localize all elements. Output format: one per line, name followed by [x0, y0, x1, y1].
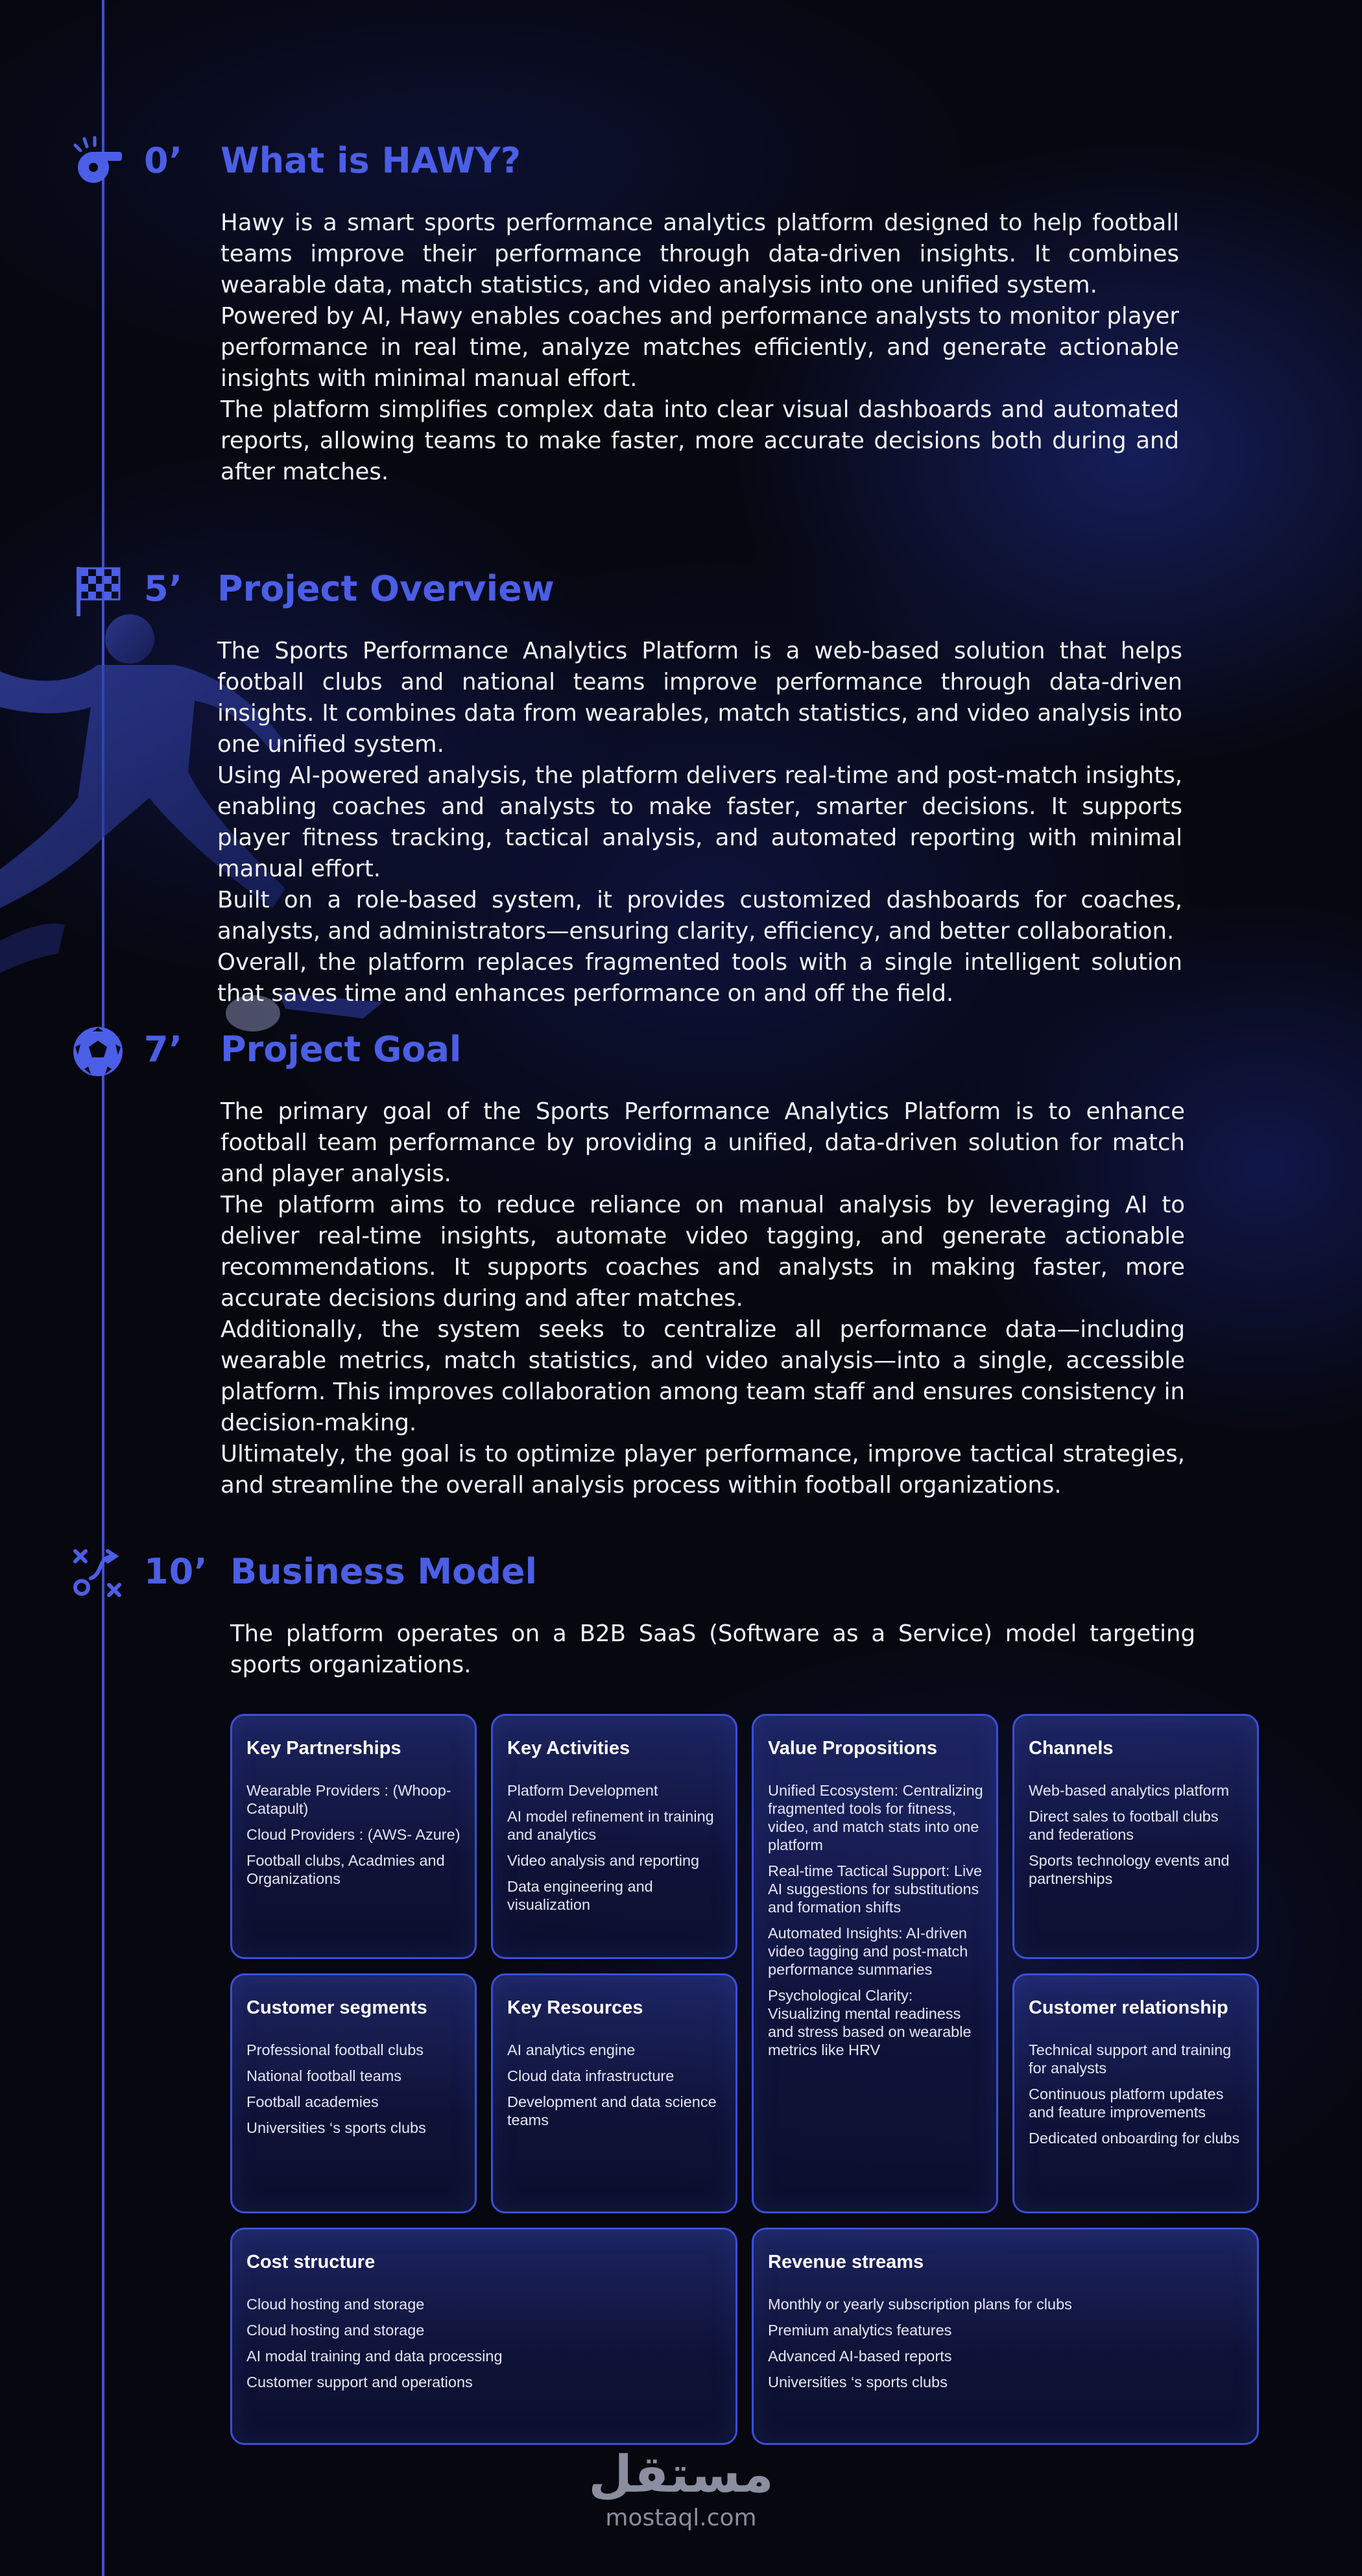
card-title: Channels	[1029, 1738, 1114, 1759]
list-item: Dedicated onboarding for clubs	[1029, 2130, 1240, 2147]
paragraph: The platform simplifies complex data into clear visual dashboards and automated reports, allowing teams to make faster, more accurate decisions both during and after matches.	[221, 396, 1179, 485]
section-title: What is HAWY?	[221, 140, 521, 181]
section-title: Project Overview	[217, 568, 555, 609]
card-title: Key Resources	[507, 1997, 643, 2018]
list-item: Continuous platform updates and feature improvements	[1029, 2086, 1224, 2121]
list-item: Sports technology events and partnerships	[1029, 1852, 1230, 1887]
list-item: Premium analytics features	[768, 2322, 952, 2339]
section-body	[217, 636, 1182, 1009]
paragraph: The Sports Performance Analytics Platform is a web-based solution that helps football clubs and national teams improve performance through data-driven insights. It combines data from wearables, match statistics, and video analysis into one unified system.	[217, 638, 1182, 758]
list-item: Universities ‘s sports clubs	[246, 2119, 426, 2136]
paragraph: Hawy is a smart sports performance analytics platform designed to help football teams improve their performance through data-driven insights. It combines wearable data, match statistics, and video analysis into one unified system.	[221, 210, 1179, 298]
section-body	[221, 208, 1179, 488]
section-what-is-hawy	[0, 130, 1362, 493]
list-item: Cloud data infrastructure	[507, 2067, 675, 2084]
section-business-model	[0, 1541, 1362, 1703]
section-project-goal	[0, 1018, 1362, 1499]
list-item: National football teams	[246, 2067, 402, 2084]
list-item: Football clubs, Acadmies and Organizations	[246, 1852, 445, 1887]
list-item: Automated Insights: AI-driven video tagging and post-match performance summaries	[768, 1925, 968, 1978]
section-time: 7’	[144, 1029, 184, 1070]
checkered-flag-icon	[73, 564, 126, 618]
list-item: Wearable Providers : (Whoop- Catapult)	[246, 1782, 451, 1817]
paragraph: Additionally, the system seeks to centralize all performance data—including wearable metrics, match statistics, and video analysis—into a single, accessible platform. This improves collaboration among team staff and ensures consistency in decision-making.	[221, 1316, 1185, 1436]
section-title: Business Model	[230, 1551, 538, 1592]
card-title: Key Activities	[507, 1738, 630, 1759]
list-item: Cloud hosting and storage	[246, 2322, 425, 2339]
list-item: AI analytics engine	[507, 2041, 636, 2058]
section-body	[230, 1619, 1195, 1681]
paragraph: Overall, the platform replaces fragmented tools with a single intelligent solution that saves time and enhances performance on and off the field.	[217, 949, 1182, 1007]
list-item: Football academies	[246, 2093, 379, 2110]
tactics-icon	[71, 1547, 125, 1600]
card-title: Customer segments	[246, 1997, 427, 2018]
watermark	[551, 2446, 811, 2533]
section-time: 5’	[144, 568, 184, 609]
section-title: Project Goal	[221, 1029, 462, 1070]
section-body	[221, 1096, 1185, 1501]
list-item: Platform Development	[507, 1782, 658, 1799]
list-item: Cloud hosting and storage	[246, 2296, 425, 2313]
section-project-overview	[0, 558, 1362, 1007]
list-item: Advanced AI-based reports	[768, 2348, 952, 2365]
list-item: Customer support and operations	[246, 2374, 473, 2390]
list-item: Technical support and training for analysts	[1029, 2041, 1232, 2076]
list-item: Development and data science teams	[507, 2093, 717, 2128]
list-item: Unified Ecosystem: Centralizing fragmented tools for fitness, video, and match stats into one platform	[768, 1782, 983, 1853]
watermark-url: mostaql.com	[605, 2505, 757, 2531]
list-item: Direct sales to football clubs and federations	[1029, 1808, 1219, 1843]
list-item: Cloud Providers : (AWS- Azure)	[246, 1826, 460, 1843]
paragraph: The primary goal of the Sports Performance Analytics Platform is to enhance football team performance by providing a unified, data-driven solution for match and player analysis.	[221, 1098, 1185, 1187]
section-time: 0’	[144, 140, 184, 181]
paragraph: Ultimately, the goal is to optimize player performance, improve tactical strategies, and streamline the overall analysis process within football organizations.	[221, 1441, 1185, 1499]
list-item: AI model refinement in training and analytics	[507, 1808, 714, 1843]
paragraph: Powered by AI, Hawy enables coaches and performance analysts to monitor player performance in real time, analyze matches efficiently, and generate actionable insights with minimal manual effort.	[221, 303, 1179, 392]
list-item: Universities ‘s sports clubs	[768, 2374, 948, 2390]
football-icon	[71, 1025, 125, 1078]
paragraph: Using AI-powered analysis, the platform delivers real-time and post-match insights, enabling coaches and analysts to make faster, smarter decisions. It supports player fitness tracking, tactical analysis, and automated reporting with minimal manual effort.	[217, 762, 1182, 882]
card-title: Value Propositions	[768, 1738, 938, 1759]
paragraph: The platform aims to reduce reliance on manual analysis by leveraging AI to deliver real-time insights, automate video tagging, and generate actionable recommendations. It supports coaches and analysts in making faster, more accurate decisions during and after matches.	[221, 1192, 1185, 1312]
list-item: Real-time Tactical Support: Live AI suggestions for substitutions and formation shifts	[768, 1862, 983, 1916]
card-title: Cost structure	[246, 2252, 376, 2272]
section-time: 10’	[144, 1551, 208, 1592]
list-item: Monthly or yearly subscription plans for clubs	[768, 2296, 1072, 2313]
list-item: Professional football clubs	[246, 2041, 424, 2058]
list-item: Data engineering and visualization	[507, 1878, 653, 1913]
card-title: Customer relationship	[1029, 1997, 1228, 2018]
paragraph: Built on a role-based system, it provides customized dashboards for coaches, analysts, and administrators—ensuring clarity, efficiency, and better collaboration.	[217, 887, 1182, 945]
card-title: Revenue streams	[768, 2252, 924, 2272]
card-title: Key Partnerships	[246, 1738, 401, 1759]
watermark-logo: مستقل	[588, 2446, 774, 2504]
list-item: Video analysis and reporting	[507, 1852, 700, 1869]
list-item: Web-based analytics platform	[1029, 1782, 1230, 1799]
whistle-icon	[71, 136, 125, 189]
list-item: AI modal training and data processing	[246, 2348, 503, 2365]
paragraph: The platform operates on a B2B SaaS (Software as a Service) model targeting sports organizations.	[230, 1620, 1195, 1678]
list-item: Psychological Clarity: Visualizing mental readiness and stress based on wearable metrics like HRV	[768, 1987, 972, 2058]
